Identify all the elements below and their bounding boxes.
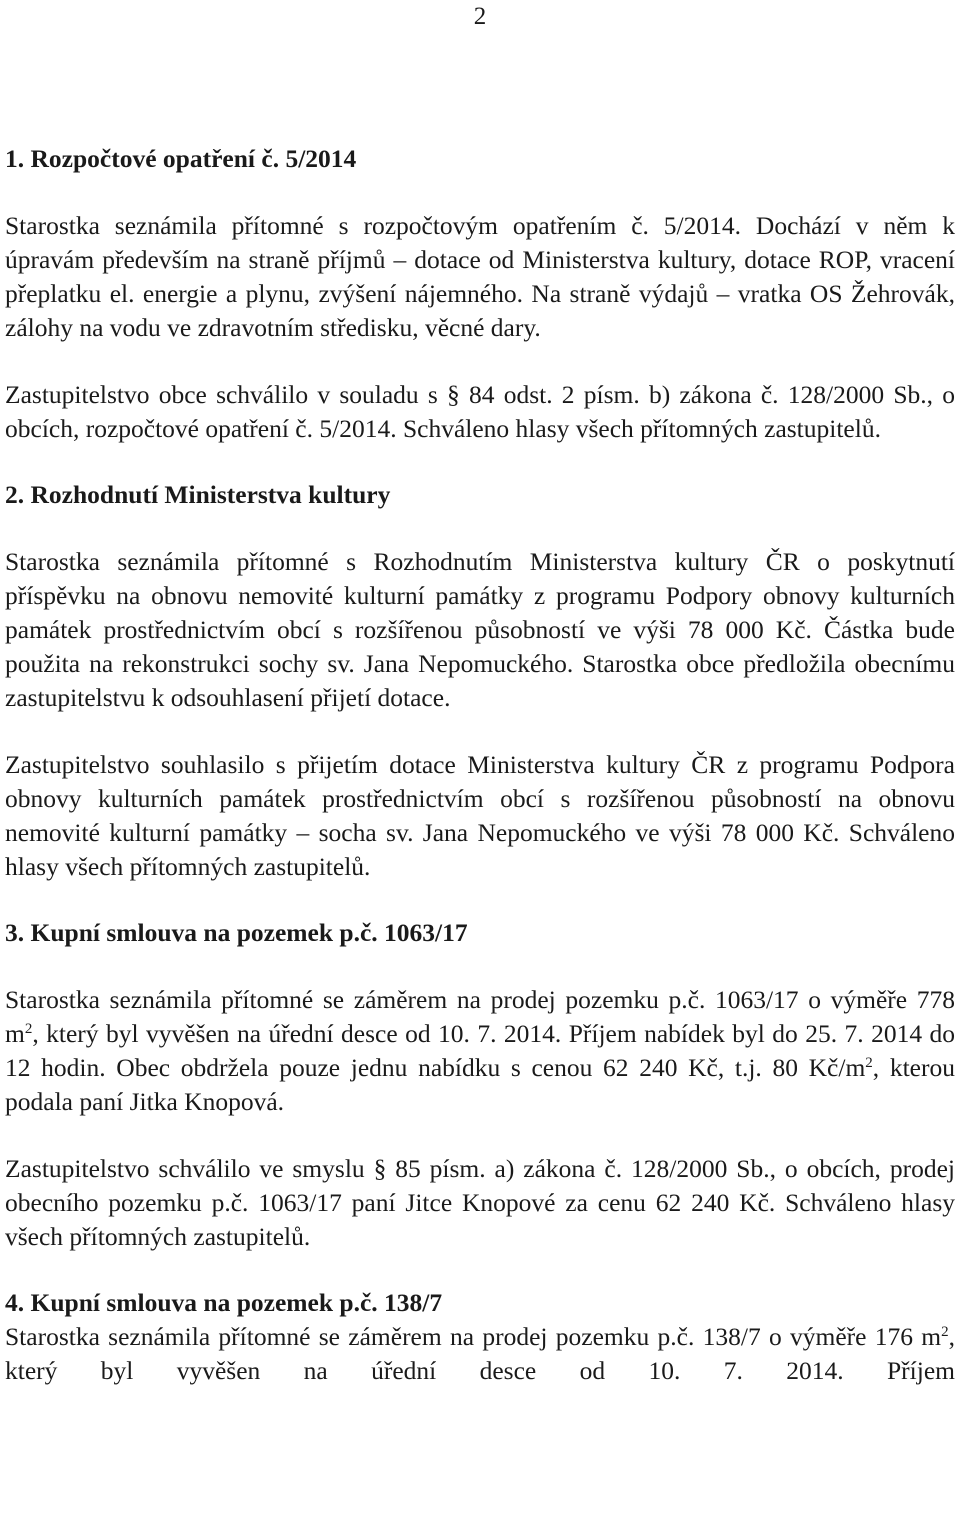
superscript: 2 [941,1324,949,1340]
text-run: Starostka seznámila přítomné se záměrem na prodej pozemku p.č. 138/7 o výměře 176 m [5,1322,942,1351]
superscript: 2 [24,1021,33,1037]
section-ministry-decision [5,478,955,884]
text-run: , který byl vyvěšen na úřední desce od 10. 7. 2014. Příjem nabídek byl do 25. 7. 2014 do 12 hodin. Obec obdržela pouze jednu nabídku s cenou 62 240 Kč, t.j. 80 Kč/m [5,1019,955,1082]
section-heading: 1. Rozpočtové opatření č. 5/2014 [5,144,357,173]
paragraph [5,1320,955,1388]
page-number: 2 [473,3,487,30]
text-run: Starostka seznámila přítomné se záměrem na prodej pozemku p.č. 1063/17 o výměře 778 m [5,985,955,1048]
section-heading: 3. Kupní smlouva na pozemek p.č. 1063/17 [5,918,468,947]
superscript: 2 [865,1055,873,1071]
section-purchase-138-7 [5,1286,955,1388]
section-purchase-1063-17 [5,916,955,1254]
document-body [5,142,955,1388]
section-heading: 2. Rozhodnutí Ministerstva kultury [5,480,391,509]
paragraph: Zastupitelstvo schválilo ve smyslu § 85 písm. a) zákona č. 128/2000 Sb., o obcích, prodej obecního pozemku p.č. 1063/17 paní Jitce Knopové za cenu 62 240 Kč. Schváleno hlasy všech přítomných zastupitelů. [5,1154,955,1251]
paragraph: Zastupitelstvo obce schválilo v souladu s § 84 odst. 2 písm. b) zákona č. 128/2000 Sb., o obcích, rozpočtové opatření č. 5/2014. Schváleno hlasy všech přítomných zastupitelů. [5,380,955,443]
paragraph: Zastupitelstvo souhlasilo s přijetím dotace Ministerstva kultury ČR z programu Podpora obnovy kulturních památek prostřednictvím obcí s rozšířenou působností na obnovu nemovité kulturní památky – socha sv. Jana Nepomuckého ve výši 78 000 Kč. Schváleno hlasy všech přítomných zastupitelů. [5,750,955,881]
paragraph [5,983,955,1119]
section-heading: 4. Kupní smlouva na pozemek p.č. 138/7 [5,1288,443,1317]
paragraph: Starostka seznámila přítomné s Rozhodnutím Ministerstva kultury ČR o poskytnutí příspěvku na obnovu nemovité kulturní památky z programu Podpory obnovy kulturních památek prostřednictvím obcí s rozšířenou působností ve výši 78 000 Kč. Částka bude použita na rekonstrukci sochy sv. Jana Nepomuckého. Starostka obce předložila obecnímu zastupitelstvu k odsouhlasení přijetí dotace. [5,547,955,712]
text-run: , který byl vyvěšen na úřední desce od 10. 7. 2014. Příjem [5,1322,955,1385]
text-run: , kterou podala paní Jitka Knopová. [5,1053,955,1116]
section-budget-measure [5,142,955,446]
paragraph: Starostka seznámila přítomné s rozpočtovým opatřením č. 5/2014. Dochází v něm k úpravám především na straně příjmů – dotace od Ministerstva kultury, dotace ROP, vracení přeplatku el. energie a plynu, zvýšení nájemného. Na straně výdajů – vratka OS Žehrovák, zálohy na vodu ve zdravotním středisku, věcné dary. [5,211,955,342]
